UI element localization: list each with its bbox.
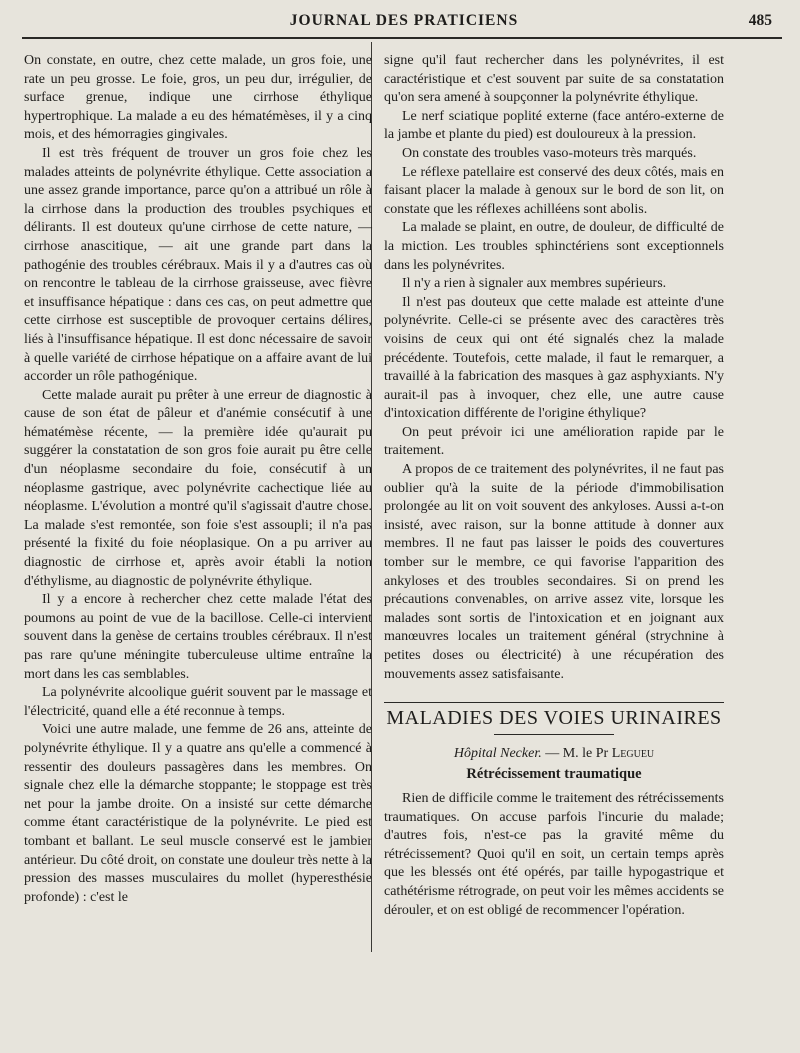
right-column	[384, 52, 724, 920]
paragraph: Rien de difficile comme le traitement des rétrécissements traumatiques. On accuse parfois l'incurie du malade; d'autres fois, n'est-ce pas la gravité même du rétrécissement? Quoi qu'il en soit, un certain temps après que les blessés ont été opérés, par taille hypogastrique et cathétérisme rétrograde, on peut voir les mêmes accidents se dérouler, et on est obligé de recommencer l'opération.	[384, 790, 724, 918]
header-rule	[22, 37, 782, 39]
hospital-separator: — M. le Pr	[541, 745, 612, 761]
paragraph: Le réflexe patellaire est conservé des deux côtés, mais en faisant placer la malade à genoux sur le bord de son lit, on constate que les réflexes achilléens sont abolis.	[384, 164, 724, 217]
paragraph: Voici une autre malade, une femme de 26 ans, atteinte de polynévrite éthylique. Il y a quatre ans qu'elle a commencé à ressentir des douleurs passagères dans les membres. On signale chez elle la démarche stoppante; le stoppage est très net pour la jambe droite. On a insisté sur cette démarche comme étant caractéristique de la polynévrite. Le pied est tombant et ballant. Le seul muscle conservé est le jambier antérieur. Du côté droit, on constate une douleur très nette à la pression des masses musculaires du mollet (hyperesthésie profonde) : c'est le	[24, 722, 372, 905]
left-column	[24, 52, 372, 907]
paragraph: signe qu'il faut rechercher dans les polynévrites, il est caractéristique et c'est souvent par suite de sa constatation qu'on sera amené à soupçonner la polynévrite éthylique.	[384, 53, 724, 106]
paragraph: Il y a encore à rechercher chez cette malade l'état des poumons au point de vue de la bacillose. Celle-ci intervient souvent dans la genèse de certains troubles cérébraux. Il n'est pas rare qu'une méningite tuberculeuse ultime entraîne la mort dans les cas semblables.	[24, 592, 372, 682]
paragraph: Il n'est pas douteux que cette malade est atteinte d'une polynévrite. Celle-ci se présente avec des caractères très voisins de ceux qui ont été signalés chez la malade précédente. Toutefois, cette malade, il faut le remarquer, a travaillé à la fabrication des masques à gaz asphyxiants. N'y aurait-il pas à invoquer, chez elle, une autre cause d'intoxication différente de l'origine éthylique?	[384, 294, 724, 422]
section-title: MALADIES DES VOIES URINAIRES	[386, 707, 722, 730]
paragraph: On constate des troubles vaso-moteurs très marqués.	[402, 145, 697, 161]
page-number: 485	[748, 12, 772, 29]
page-header	[28, 8, 780, 38]
paragraph: On constate, en outre, chez cette malade, un gros foie, une rate un peu grosse. Le foie, gros, un peu dur, irrégulier, de surface grenue, indique une cirrhose éthylique hypertrophique. La malade a eu des hématémèses, il y a cinq mois, et des hémorragies gingivales.	[24, 53, 372, 143]
hospital-line	[384, 745, 724, 764]
paragraph: Cette malade aurait pu prêter à une erreur de diagnostic à cause de son état de pâleur et d'anémie consécutif à une hématémèse récente, — la première idée qu'aurait pu suggérer la constatation de son gros foie aurait pu être celle d'un néoplasme secondaire du foie, consécutif à un néoplasme gastrique, avec polynévrite cachectique liée au néoplasme. L'évolution a montré qu'il s'agissait d'autre chose. La malade s'est remontée, son foie s'est assoupli; il n'a pas présenté la fixité du foie néoplasique. On a pu arriver au diagnostic de cirrhose et, après avoir établi la notion d'éthylisme, au diagnostic de polynévrite éthylique.	[24, 387, 372, 589]
paragraph: La malade se plaint, en outre, de douleur, de difficulté de la miction. Les troubles sphinctériens sont exceptionnels dans les polynévrites.	[384, 220, 724, 273]
paragraph: Il est très fréquent de trouver un gros foie chez les malades atteints de polynévrite éthylique. Cette association a une assez grande importance, parce qu'on a attribué un rôle à la cirrhose dans la production des troubles psychiques et délirants. Il est douteux qu'une cirrhose de cette nature, — cirrhose anascitique, — ait une grande part dans la pathogénie des troubles cérébraux. Mais il y a d'autres cas où on rencontre le tableau de la cirrhose graisseuse, avec fièvre et insuffisance hépatique : dans ces cas, on peut admettre que cette cirrhose est susceptible de provoquer certains délires, liés à l'insuffisance hépatique. Il est donc nécessaire de savoir à quelle variété de cirrhose hépatique on a affaire avant de lui accorder un rôle pathogénique.	[24, 145, 372, 385]
section-rule	[384, 702, 724, 703]
article-subtitle: Rétrécissement traumatique	[466, 766, 642, 783]
professor-name: Legueu	[611, 745, 655, 761]
section-title-underline	[494, 734, 614, 735]
hospital-name: Hôpital Necker.	[453, 745, 542, 761]
paragraph: Il n'y a rien à signaler aux membres supérieurs.	[402, 276, 667, 292]
paragraph: Le nerf sciatique poplité externe (face antéro-externe de la jambe et plante du pied) est douloureux à la pression.	[384, 108, 724, 143]
paragraph: La polynévrite alcoolique guérit souvent par le massage et l'électricité, quand elle a été reconnue à temps.	[24, 685, 372, 719]
paragraph: On peut prévoir ici une amélioration rapide par le traitement.	[384, 424, 724, 459]
paragraph: A propos de ce traitement des polynévrites, il ne faut pas oublier qu'à la suite de la période d'immobilisation prolongée au lit on voit souvent des ankyloses. Aussi a-t-on insisté, avec raison, sur la bonne attitude à donner aux membres. Il ne faut pas laisser le poids des couvertures tomber sur le membre, ce qui favorise l'apparition des ankyloses et des troubles secondaires. Si on prend les précautions convenables, on arrive assez vite, lorsque les malades sont sortis de l'intoxication et en joignant aux manœuvres locales un traitement général (strychnine à petites doses ou électricité) à une récupération des mouvements assez satisfaisante.	[384, 462, 724, 682]
journal-title: JOURNAL DES PRATICIENS	[289, 12, 519, 29]
